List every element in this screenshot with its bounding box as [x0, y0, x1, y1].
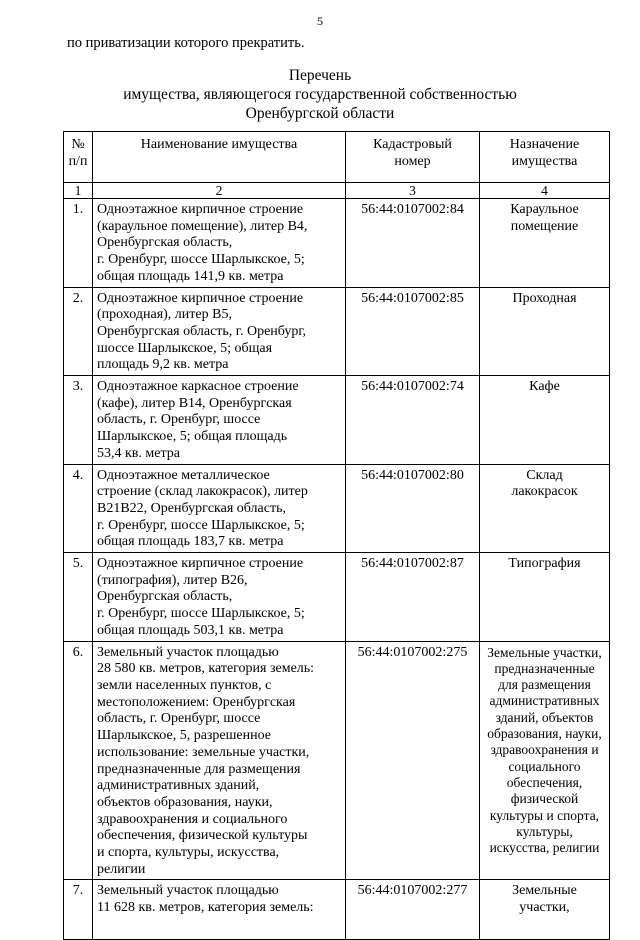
table-body	[64, 199, 610, 940]
property-name-line: Одноэтажное кирпичное строение	[97, 556, 304, 572]
header-cadastral-line: Кадастровый	[373, 137, 452, 152]
header-cadastral	[346, 132, 480, 183]
property-name-line: использование: земельные участки,	[97, 744, 310, 760]
property-name-line: здравоохранения и социального	[97, 811, 288, 827]
row-number: 7.	[64, 880, 93, 940]
column-number: 3	[346, 183, 480, 199]
table-row	[64, 464, 610, 553]
header-num	[64, 132, 93, 183]
property-name	[93, 880, 346, 940]
property-name-line: Одноэтажное каркасное строение	[97, 379, 299, 395]
cadastral-number: 56:44:0107002:277	[346, 880, 480, 940]
table-row	[64, 287, 610, 376]
property-name	[93, 464, 346, 553]
row-number: 1.	[64, 199, 93, 288]
table-row	[64, 880, 610, 940]
property-name	[93, 641, 346, 880]
property-purpose-line: для размещения	[498, 677, 591, 693]
header-purpose	[480, 132, 610, 183]
property-name	[93, 376, 346, 465]
property-name-line: общая площадь 183,7 кв. метра	[97, 534, 284, 550]
property-purpose-line: искусства, религии	[489, 840, 600, 856]
property-name-line: (караульное помещение), литер В4,	[97, 218, 308, 234]
property-purpose	[480, 464, 610, 553]
cadastral-number: 56:44:0107002:87	[346, 553, 480, 642]
column-number-row	[64, 183, 610, 199]
property-name-line: В21В22, Оренбургская область,	[97, 500, 286, 516]
row-number: 3.	[64, 376, 93, 465]
property-name-line: Оренбургская область,	[97, 589, 233, 605]
property-purpose-line: зданий, объектов	[495, 709, 594, 725]
table-row	[64, 553, 610, 642]
property-purpose-line: обеспечения,	[506, 774, 583, 790]
property-name	[93, 287, 346, 376]
property-name	[93, 199, 346, 288]
property-purpose-line: Типография	[508, 556, 581, 572]
property-purpose-line: Склад	[526, 467, 563, 483]
property-name-line: и спорта, культуры, искусства,	[97, 845, 280, 861]
property-name-line: 53,4 кв. метра	[97, 445, 180, 461]
property-name-line: Шарлыкское, 5; общая площадь	[97, 429, 288, 445]
table-row	[64, 641, 610, 880]
header-purpose-line: имущества	[511, 153, 578, 169]
column-number: 1	[64, 183, 93, 199]
cadastral-number: 56:44:0107002:85	[346, 287, 480, 376]
property-purpose-line: Земельные участки,	[487, 644, 602, 660]
cadastral-number: 56:44:0107002:275	[346, 641, 480, 880]
property-purpose	[480, 199, 610, 288]
property-purpose-line: Кафе	[529, 379, 560, 395]
property-name-line: Оренбургская область, г. Оренбург,	[97, 323, 307, 339]
table-row	[64, 376, 610, 465]
cadastral-number: 56:44:0107002:80	[346, 464, 480, 553]
property-purpose-line: Земельные	[512, 883, 577, 899]
header-num-line: №	[71, 137, 85, 152]
row-number: 4.	[64, 464, 93, 553]
property-purpose	[480, 641, 610, 880]
property-name-line: 28 580 кв. метров, категория земель:	[97, 661, 315, 677]
property-name-line: общая площадь 141,9 кв. метра	[97, 268, 284, 284]
header-name: Наименование имущества	[93, 132, 346, 183]
property-purpose-line: здравоохранения и	[490, 742, 599, 758]
property-name-line: (проходная), литер В5,	[97, 307, 232, 323]
property-purpose	[480, 376, 610, 465]
row-number: 6.	[64, 641, 93, 880]
property-name-line: г. Оренбург, шоссе Шарлыкское, 5;	[97, 606, 305, 622]
property-name-line: Земельный участок площадью	[97, 644, 279, 660]
table-row	[64, 199, 610, 288]
property-purpose-line: административных	[489, 693, 600, 709]
property-purpose-line: Проходная	[512, 290, 577, 306]
property-name-line: Шарлыкское, 5, разрешенное	[97, 728, 272, 744]
property-name-line: обеспечения, физической культуры	[97, 828, 308, 844]
property-name-line: площадь 9,2 кв. метра	[97, 357, 229, 373]
property-name-line: административных зданий,	[97, 778, 260, 794]
property-purpose-line: предназначенные	[494, 660, 595, 676]
property-purpose-line: помещение	[510, 218, 579, 234]
header-num-line: п/п	[68, 153, 88, 169]
property-name-line: религии	[97, 861, 146, 877]
property-name-line: (типография), литер В26,	[97, 572, 248, 588]
property-name-line: шоссе Шарлыкское, 5; общая	[97, 340, 273, 356]
property-purpose	[480, 553, 610, 642]
property-name-line: земли населенных пунктов, с	[97, 677, 272, 693]
property-name-line: предназначенные для размещения	[97, 761, 301, 777]
property-name-line: Оренбургская область,	[97, 235, 233, 251]
property-name-line: 11 628 кв. метров, категория земель:	[97, 900, 314, 916]
property-name-line: местоположением: Оренбургская	[97, 694, 296, 710]
property-purpose	[480, 880, 610, 940]
property-name-line: (кафе), литер В14, Оренбургская	[97, 395, 292, 411]
property-name-line: г. Оренбург, шоссе Шарлыкское, 5;	[97, 517, 305, 533]
property-name-line: область, г. Оренбург, шоссе	[97, 711, 261, 727]
property-purpose-line: культуры и спорта,	[489, 807, 600, 823]
property-name-line: Одноэтажное металлическое	[97, 467, 270, 483]
property-purpose-line: Караульное	[510, 202, 579, 217]
property-name-line: область, г. Оренбург, шоссе	[97, 412, 261, 428]
property-purpose-line: культуры,	[516, 823, 573, 839]
property-purpose-line: лакокрасок	[511, 484, 578, 500]
page-number: 5	[317, 14, 323, 28]
property-name-line: Одноэтажное кирпичное строение	[97, 290, 304, 306]
property-purpose	[480, 287, 610, 376]
property-purpose-line: образования, науки,	[487, 726, 602, 742]
property-name-line: общая площадь 503,1 кв. метра	[97, 622, 284, 638]
property-name	[93, 553, 346, 642]
header-purpose-line: Назначение	[509, 137, 580, 152]
property-name-line: объектов образования, науки,	[97, 794, 273, 810]
property-purpose-line: участки,	[519, 900, 570, 916]
intro-text: по приватизации которого прекратить.	[67, 35, 305, 51]
title-line: Оренбургской области	[245, 105, 395, 122]
table-header-row	[64, 132, 610, 183]
column-number: 4	[480, 183, 610, 199]
column-number: 2	[93, 183, 346, 199]
document-title	[0, 66, 640, 123]
row-number: 5.	[64, 553, 93, 642]
property-name-line: Одноэтажное кирпичное строение	[97, 202, 304, 217]
property-table	[63, 131, 610, 940]
property-name-line: Земельный участок площадью	[97, 883, 279, 899]
property-purpose-line: физической	[510, 791, 579, 807]
cadastral-number: 56:44:0107002:74	[346, 376, 480, 465]
title-line: Перечень	[288, 67, 352, 84]
title-line: имущества, являющегося государственной собственностью	[123, 86, 517, 103]
header-cadastral-line: номер	[394, 153, 431, 169]
row-number: 2.	[64, 287, 93, 376]
property-name-line: строение (склад лакокрасок), литер	[97, 484, 308, 500]
cadastral-number: 56:44:0107002:84	[346, 199, 480, 288]
property-purpose-line: социального	[508, 758, 581, 774]
property-name-line: г. Оренбург, шоссе Шарлыкское, 5;	[97, 252, 305, 268]
